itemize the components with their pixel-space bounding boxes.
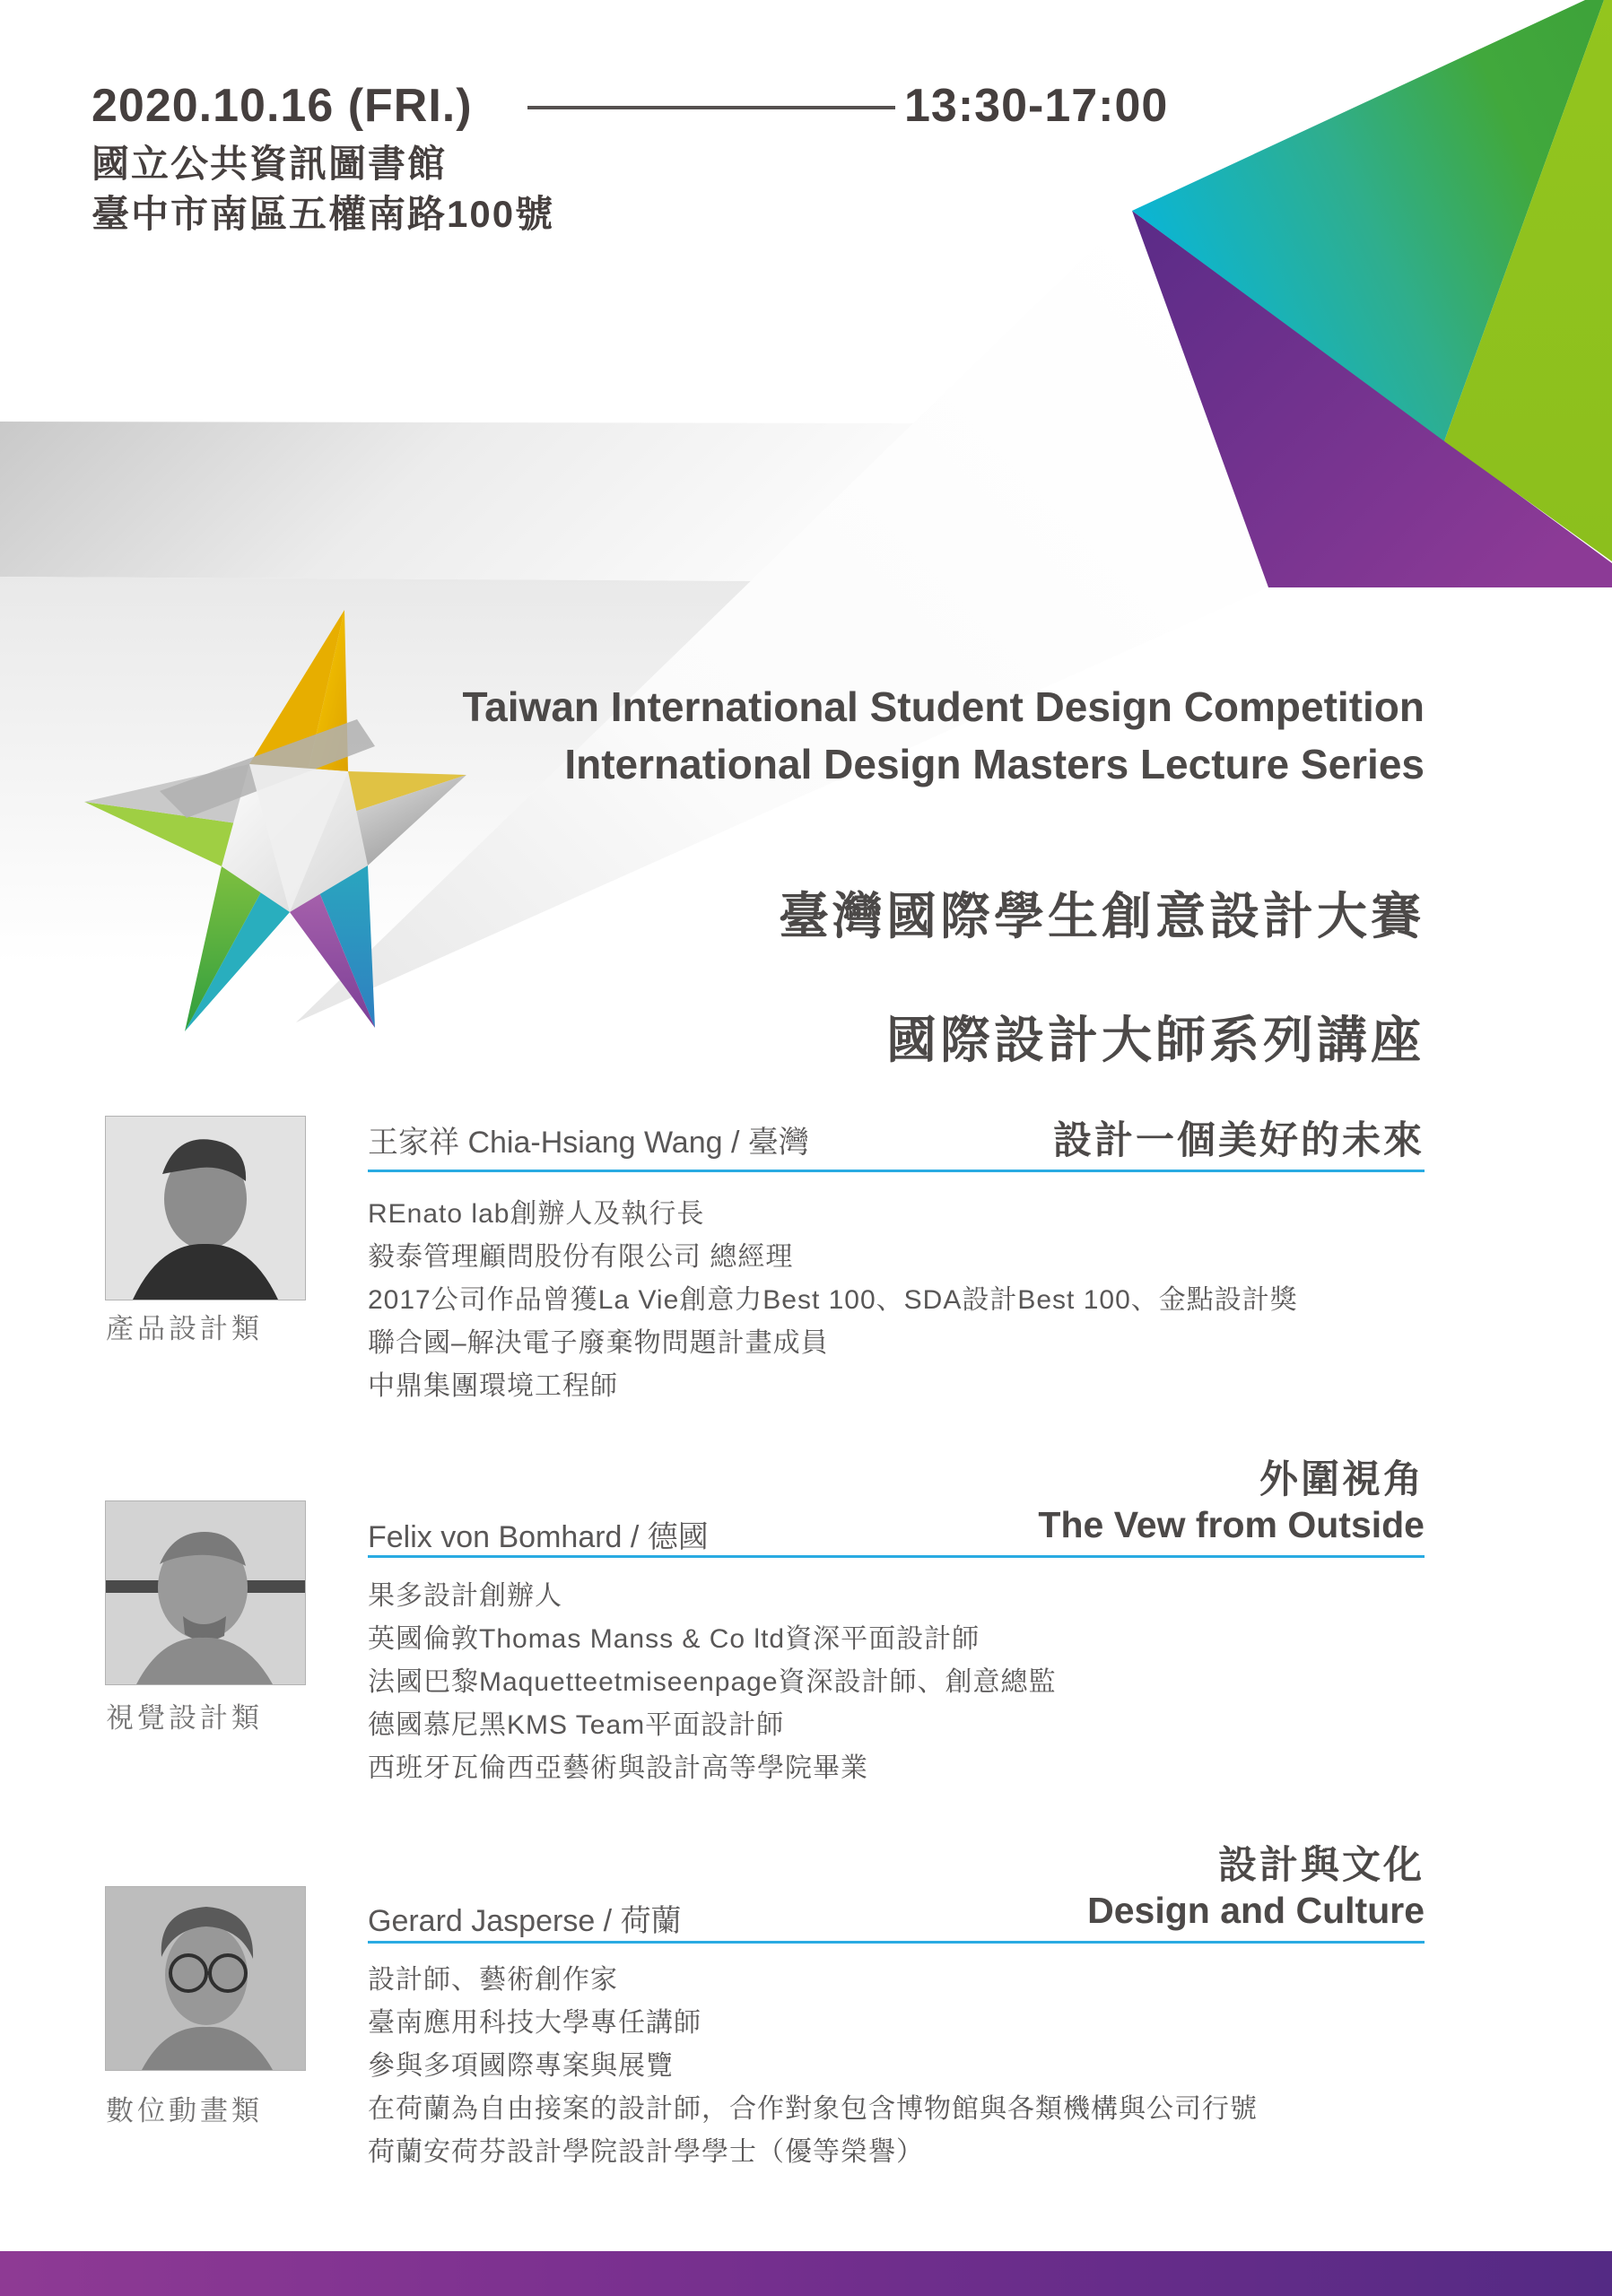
speaker-2-topic-en: The Vew from Outside xyxy=(1038,1504,1425,1545)
speaker-2-topic xyxy=(1038,1449,1425,1546)
bottom-gradient-bar xyxy=(0,2251,1612,2296)
bio-line: 毅泰管理顧問股份有限公司 總經理 xyxy=(368,1242,794,1272)
speaker-2-photo xyxy=(105,1500,306,1685)
bio-line: 在荷蘭為自由接案的設計師，合作對象包含博物館與各類機構與公司行號 xyxy=(368,2094,1258,2124)
event-date: 2020.10.16 (FRI.) xyxy=(91,80,473,132)
speaker-3-portrait xyxy=(106,1887,305,2070)
speaker-1-bio xyxy=(368,1193,1298,1408)
speaker-1-category: 產品設計類 xyxy=(106,1313,263,1344)
speaker-2-bio xyxy=(368,1575,1057,1790)
speaker-2-topic-zh: 外圍視角 xyxy=(1259,1458,1425,1501)
bio-line: 德國慕尼黑KMS Team平面設計師 xyxy=(368,1710,785,1740)
speaker-2-name: Felix von Bomhard / 德國 xyxy=(368,1520,709,1554)
speaker-3-bio xyxy=(368,1959,1258,2174)
speaker-3-topic-en: Design and Culture xyxy=(1087,1890,1425,1931)
speaker-3-name: Gerard Jasperse / 荷蘭 xyxy=(368,1904,682,1938)
event-address: 臺中市南區五權南路100號 xyxy=(91,193,555,235)
bio-line: 聯合國–解決電子廢棄物問題計畫成員 xyxy=(368,1328,829,1358)
speaker-1-name: 王家祥 Chia-Hsiang Wang / 臺灣 xyxy=(368,1126,809,1160)
bio-line: 臺南應用科技大學專任講師 xyxy=(368,2008,701,2038)
bio-line: 英國倫敦Thomas Manss & Co ltd資深平面設計師 xyxy=(368,1624,980,1654)
title-zh-line1: 臺灣國際學生創意設計大賽 xyxy=(779,888,1425,944)
speaker-1-topic xyxy=(1053,1110,1425,1165)
speaker-3-photo xyxy=(105,1886,306,2071)
speaker-1-divider xyxy=(368,1170,1425,1172)
speaker-3-divider xyxy=(368,1941,1425,1944)
bio-line: 中鼎集團環境工程師 xyxy=(368,1371,618,1401)
speaker-3-topic-zh: 設計與文化 xyxy=(1218,1844,1425,1887)
speaker-1-photo xyxy=(105,1116,306,1300)
bio-line: 西班牙瓦倫西亞藝術與設計高等學院畢業 xyxy=(368,1753,868,1783)
bio-line: 果多設計創辦人 xyxy=(368,1581,562,1611)
speaker-section-1 xyxy=(0,1110,1612,1487)
speaker-3-category: 數位動畫類 xyxy=(106,2095,263,2126)
event-time: 13:30-17:00 xyxy=(904,80,1169,132)
event-venue: 國立公共資訊圖書館 xyxy=(91,143,448,185)
speaker-3-topic xyxy=(1087,1835,1425,1932)
title-en-line1: Taiwan International Student Design Competition xyxy=(462,683,1425,730)
bio-line: 法國巴黎Maquetteetmiseenpage資深設計師、創意總監 xyxy=(368,1667,1057,1697)
header-divider-line xyxy=(527,106,895,109)
speaker-2-category: 視覺設計類 xyxy=(106,1702,263,1734)
speaker-2-divider xyxy=(368,1555,1425,1558)
title-block xyxy=(348,678,1425,1073)
bio-line: 2017公司作品曾獲La Vie創意力Best 100、SDA設計Best 100、金點設計獎 xyxy=(368,1285,1298,1315)
speaker-1-topic-zh: 設計一個美好的未來 xyxy=(1053,1119,1425,1162)
title-en-line2: International Design Masters Lecture Series xyxy=(564,741,1425,787)
speaker-1-portrait xyxy=(106,1117,305,1300)
bio-line: 荷蘭安荷芬設計學院設計學學士（優等榮譽） xyxy=(368,2137,924,2167)
speaker-section-3 xyxy=(0,1835,1612,2230)
speaker-2-portrait xyxy=(106,1501,305,1684)
title-zh-line2: 國際設計大師系列講座 xyxy=(886,1012,1425,1068)
bio-line: REnato lab創辦人及執行長 xyxy=(368,1199,705,1229)
bio-line: 設計師、藝術創作家 xyxy=(368,1965,618,1995)
bio-line: 參與多項國際專案與展覽 xyxy=(368,2051,674,2081)
speaker-section-2 xyxy=(0,1449,1612,1844)
